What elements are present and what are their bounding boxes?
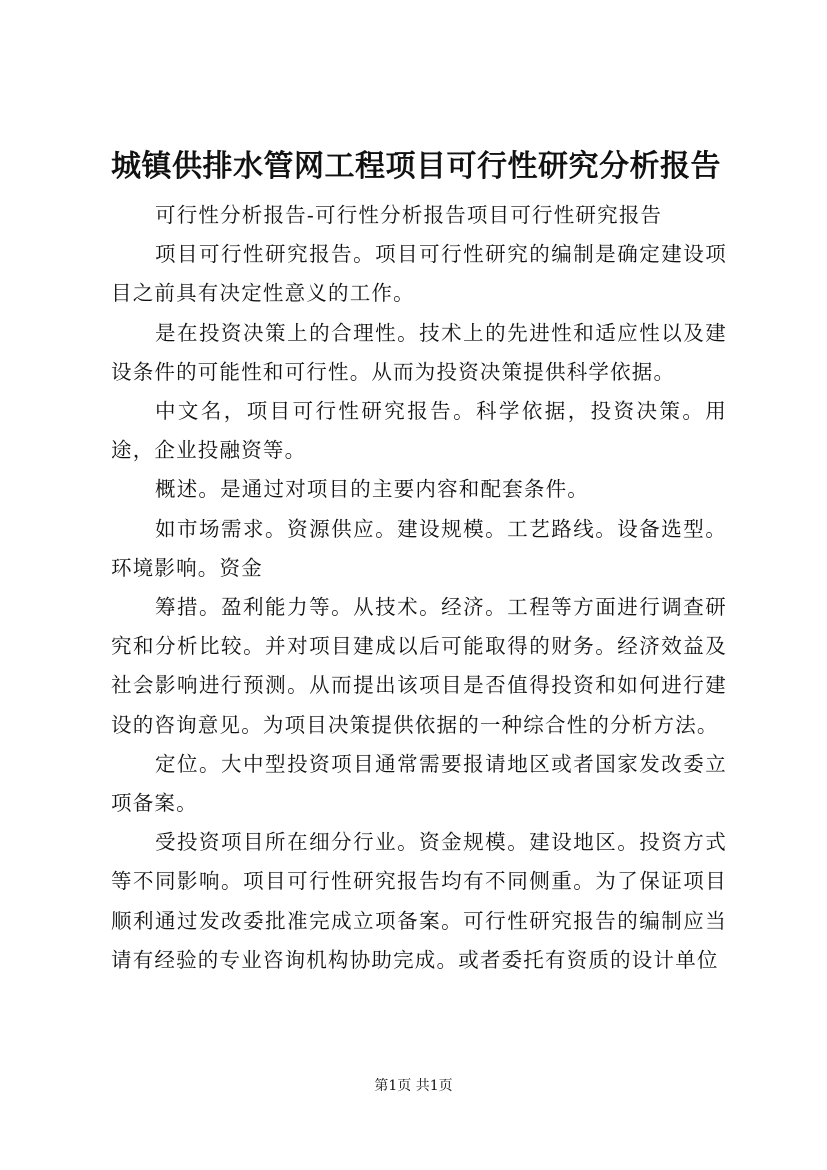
paragraph: 概述。是通过对项目的主要内容和配套条件。 xyxy=(155,477,589,502)
paragraph: 可行性分析报告-可行性分析报告项目可行性研究报告 xyxy=(155,203,663,227)
paragraph: 受投资项目所在细分行业。资金规模。建设地区。投资方式等不同影响。项目可行性研究报告均有不同侧重。为了保证项目顺利通过发改委批准完成立项备案。可行性研究报告的编制应当请有经验的专业咨询机构协助完成。或者委托有资质的设计单位 xyxy=(111,830,727,972)
document-title: 城镇供排水管网工程项目可行性研究分析报告 xyxy=(111,149,721,184)
document-body xyxy=(111,196,727,980)
paragraph: 是在投资决策上的合理性。技术上的先进性和适应性以及建设条件的可能性和可行性。从而为投资决策提供科学依据。 xyxy=(111,320,727,384)
page-number-footer: 第1页 共1页 xyxy=(374,1078,453,1094)
paragraph: 定位。大中型投资项目通常需要报请地区或者国家发改委立项备案。 xyxy=(111,751,727,816)
paragraph: 筹措。盈利能力等。从技术。经济。工程等方面进行调查研究和分析比较。并对项目建成以后可能取得的财务。经济效益及社会影响进行预测。从而提出该项目是否值得投资和如何进行建设的咨询意见。为项目决策提供依据的一种综合性的分析方法。 xyxy=(111,595,727,737)
paragraph: 中文名，项目可行性研究报告。科学依据，投资决策。用途，企业投融资等。 xyxy=(111,399,727,463)
paragraph: 如市场需求。资源供应。建设规模。工艺路线。设备选型。环境影响。资金 xyxy=(111,516,727,580)
paragraph: 项目可行性研究报告。项目可行性研究的编制是确定建设项目之前具有决定性意义的工作。 xyxy=(111,242,727,306)
